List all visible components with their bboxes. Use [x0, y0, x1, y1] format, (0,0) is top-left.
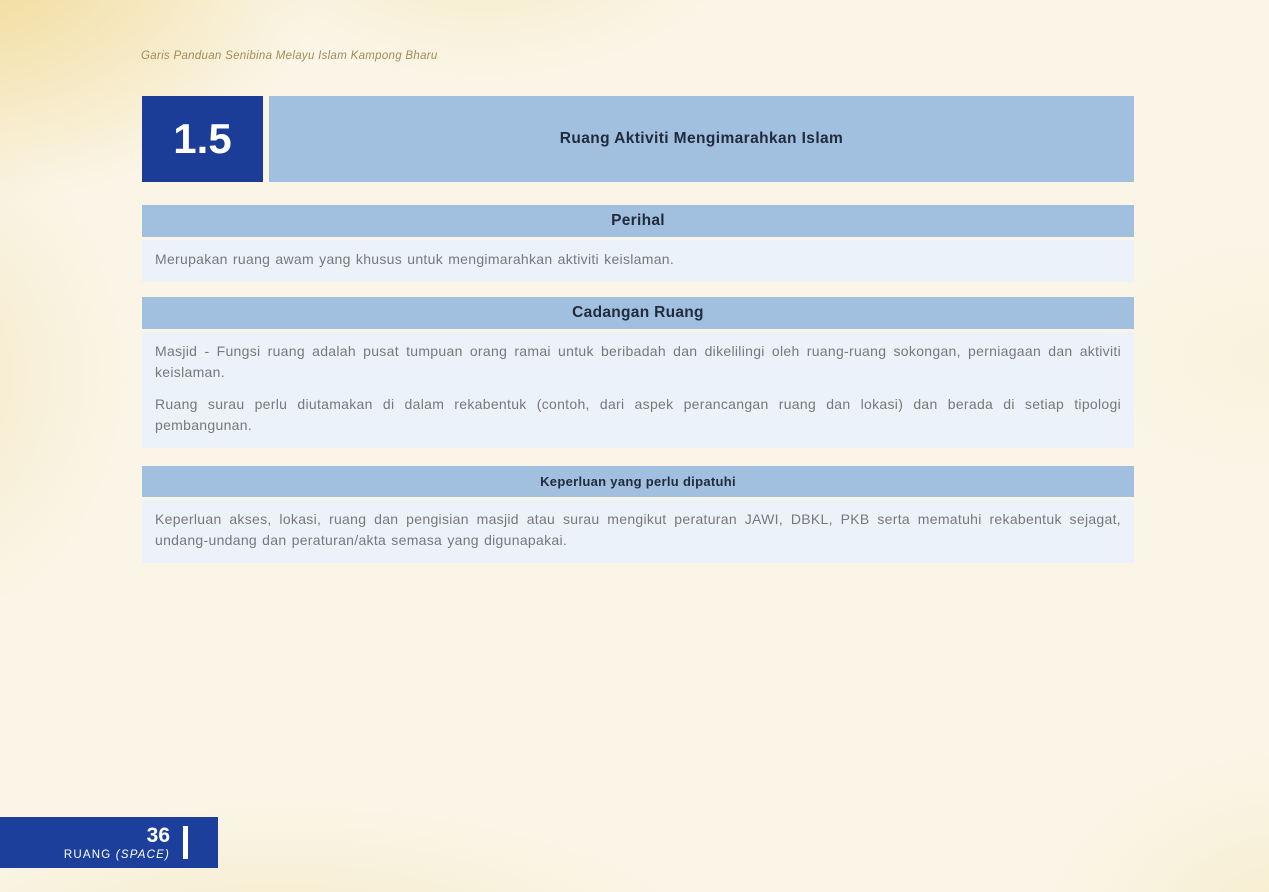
section-heading-perihal: Perihal: [142, 205, 1134, 237]
page-footer-box: [0, 817, 218, 868]
section-body-cadangan-ruang: [142, 332, 1134, 448]
section-body-perihal: [142, 240, 1134, 282]
footer-label-ruang: RUANG: [63, 848, 112, 861]
section-cadangan-ruang: [142, 297, 1134, 448]
footer-label: [64, 849, 170, 861]
paragraph: Masjid - Fungsi ruang adalah pusat tumpuan orang ramai untuk beribadah dan dikelilingi oleh ruang-ruang sokongan, perniagaan dan aktiviti keislaman.: [155, 343, 1121, 380]
section-perihal: [142, 205, 1134, 282]
section-body-keperluan: [142, 500, 1134, 563]
paragraph: Merupakan ruang awam yang khusus untuk mengimarahkan aktiviti keislaman.: [155, 251, 675, 267]
page-number: 36: [146, 823, 170, 847]
section-title: Ruang Aktiviti Mengimarahkan Islam: [559, 130, 844, 147]
paragraph: Ruang surau perlu diutamakan di dalam rekabentuk (contoh, dari aspek perancangan ruang dan lokasi) dan berada di setiap tipologi pembangunan.: [155, 396, 1121, 433]
footer-label-space: (SPACE): [115, 848, 170, 861]
paragraph: Keperluan akses, lokasi, ruang dan pengisian masjid atau surau mengikut peraturan JAWI, DBKL, PKB serta mematuhi rekabentuk sejagat, undang-undang dan peraturan/akta semasa yang digunapakai.: [155, 511, 1121, 548]
running-header: Garis Panduan Senibina Melayu Islam Kampong Bharu: [141, 50, 438, 62]
section-number-box: [142, 96, 263, 182]
section-number: 1.5: [173, 115, 232, 162]
section-title-banner: [269, 96, 1134, 182]
section-heading-cadangan-ruang: Cadangan Ruang: [142, 297, 1134, 329]
footer-text-column: [64, 825, 170, 861]
section-heading-keperluan: Keperluan yang perlu dipatuhi: [142, 466, 1134, 497]
section-keperluan: [142, 466, 1134, 563]
footer-divider-bar: [183, 826, 188, 859]
section-title-row: [142, 96, 1134, 182]
